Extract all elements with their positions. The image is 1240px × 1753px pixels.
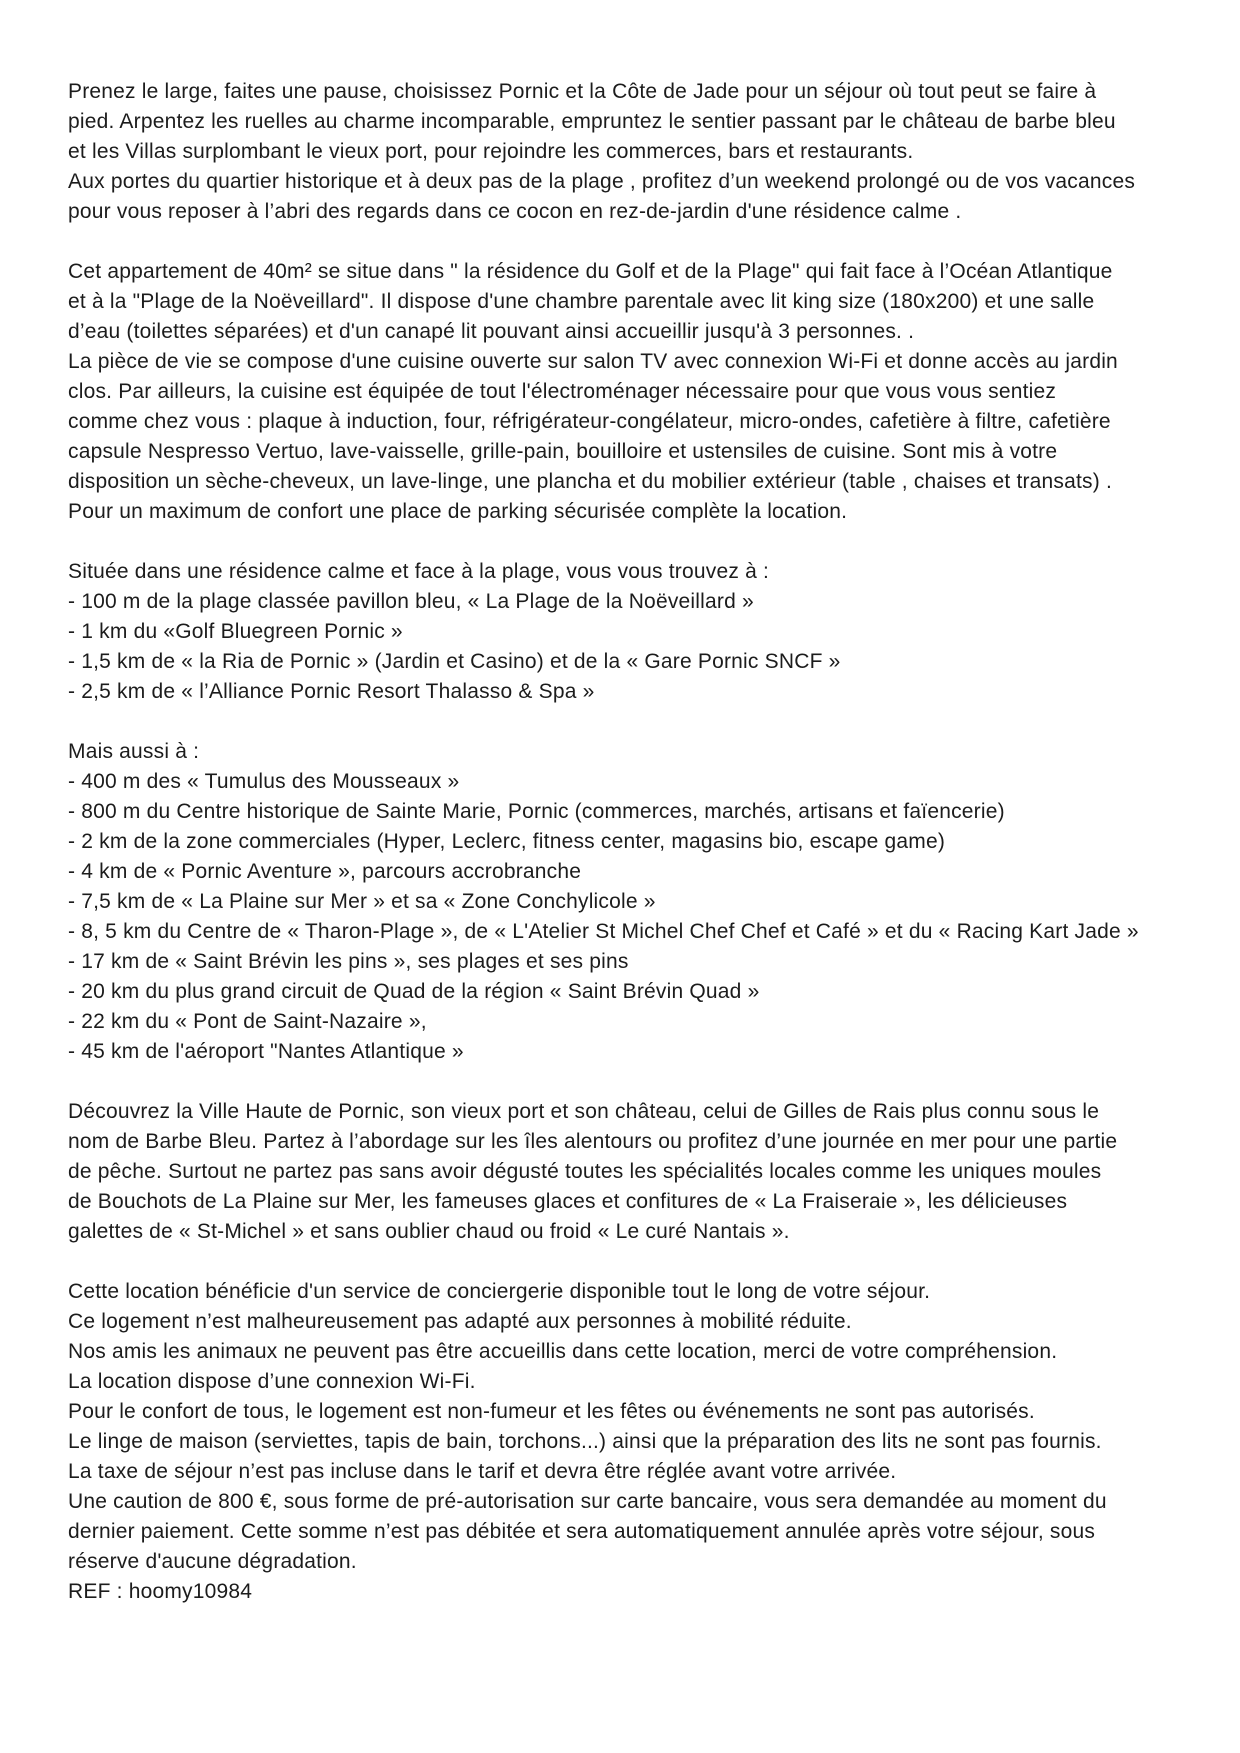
text-line: galettes de « St-Michel » et sans oublier chaud ou froid « Le curé Nantais ». xyxy=(68,1220,790,1243)
text-line: - 1,5 km de « la Ria de Pornic » (Jardin et Casino) et de la « Gare Pornic SNCF » xyxy=(68,650,841,673)
text-line: et les Villas surplombant le vieux port, pour rejoindre les commerces, bars et restaurants. xyxy=(68,140,914,163)
text-line: - 20 km du plus grand circuit de Quad de la région « Saint Brévin Quad » xyxy=(68,980,760,1003)
text-line: Découvrez la Ville Haute de Pornic, son vieux port et son château, celui de Gilles de Rais plus connu sous le xyxy=(68,1100,1100,1123)
discover-pornic-paragraph xyxy=(68,1097,1200,1247)
text-line: REF : hoomy10984 xyxy=(68,1580,253,1603)
text-line: - 400 m des « Tumulus des Mousseaux » xyxy=(68,770,460,793)
text-line: de pêche. Surtout ne partez pas sans avoir dégusté toutes les spécialités locales comme les uniques moules xyxy=(68,1160,1102,1183)
text-line: Prenez le large, faites une pause, choisissez Pornic et la Côte de Jade pour un séjour où tout peut se faire à xyxy=(68,80,1097,103)
text-line: Le linge de maison (serviettes, tapis de bain, torchons...) ainsi que la préparation des lits ne sont pas fournis. xyxy=(68,1430,1102,1453)
nearby-distances-paragraph xyxy=(68,557,1200,707)
text-line: clos. Par ailleurs, la cuisine est équipée de tout l'électroménager nécessaire pour que vous vous sentiez xyxy=(68,380,1057,403)
text-line: La location dispose d’une connexion Wi-Fi. xyxy=(68,1370,476,1393)
text-line: d’eau (toilettes séparées) et d'un canapé lit pouvant ainsi accueillir jusqu'à 3 personnes. . xyxy=(68,320,915,343)
practical-info-paragraph xyxy=(68,1277,1200,1607)
text-line: - 7,5 km de « La Plaine sur Mer » et sa « Zone Conchylicole » xyxy=(68,890,656,913)
text-line: comme chez vous : plaque à induction, four, réfrigérateur-congélateur, micro-ondes, cafetière à filtre, cafetière xyxy=(68,410,1111,433)
text-line: - 8, 5 km du Centre de « Tharon-Plage », de « L'Atelier St Michel Chef Chef et Café » et du « Racing Kart Jade » xyxy=(68,920,1139,943)
text-line: nom de Barbe Bleu. Partez à l’abordage sur les îles alentours ou profitez d’une journée en mer pour une partie xyxy=(68,1130,1118,1153)
text-line: La pièce de vie se compose d'une cuisine ouverte sur salon TV avec connexion Wi-Fi et donne accès au jardin xyxy=(68,350,1118,373)
text-line: Située dans une résidence calme et face à la plage, vous vous trouvez à : xyxy=(68,560,770,583)
text-line: Cet appartement de 40m² se situe dans " la résidence du Golf et de la Plage" qui fait face à l’Océan Atlantique xyxy=(68,260,1113,283)
text-line: - 1 km du «Golf Bluegreen Pornic » xyxy=(68,620,403,643)
text-line: et à la "Plage de la Noëveillard". Il dispose d'une chambre parentale avec lit king size (180x200) et une salle xyxy=(68,290,1095,313)
text-line: Cette location bénéficie d'un service de conciergerie disponible tout le long de votre séjour. xyxy=(68,1280,931,1303)
text-line: Aux portes du quartier historique et à deux pas de la plage , profitez d’un weekend prolongé ou de vos vacances xyxy=(68,170,1136,193)
apartment-description-paragraph xyxy=(68,257,1200,527)
also-nearby-paragraph xyxy=(68,737,1200,1067)
text-line: pour vous reposer à l’abri des regards dans ce cocon en rez-de-jardin d'une résidence calme . xyxy=(68,200,962,223)
text-line: La taxe de séjour n’est pas incluse dans le tarif et devra être réglée avant votre arrivée. xyxy=(68,1460,897,1483)
text-line: - 45 km de l'aéroport "Nantes Atlantique » xyxy=(68,1040,464,1063)
text-line: Mais aussi à : xyxy=(68,740,200,763)
text-line: de Bouchots de La Plaine sur Mer, les fameuses glaces et confitures de « La Fraiseraie », les délicieuses xyxy=(68,1190,1068,1213)
text-line: pied. Arpentez les ruelles au charme incomparable, empruntez le sentier passant par le château de barbe bleu xyxy=(68,110,1116,133)
text-line: - 22 km du « Pont de Saint-Nazaire », xyxy=(68,1010,427,1033)
text-line: - 100 m de la plage classée pavillon bleu, « La Plage de la Noëveillard » xyxy=(68,590,754,613)
text-line: - 4 km de « Pornic Aventure », parcours accrobranche xyxy=(68,860,582,883)
text-line: Pour un maximum de confort une place de parking sécurisée complète la location. xyxy=(68,500,848,523)
text-line: Ce logement n’est malheureusement pas adapté aux personnes à mobilité réduite. xyxy=(68,1310,852,1333)
text-line: Pour le confort de tous, le logement est non-fumeur et les fêtes ou événements ne sont pas autorisés. xyxy=(68,1400,1035,1423)
text-line: capsule Nespresso Vertuo, lave-vaisselle, grille-pain, bouilloire et ustensiles de cuisine. Sont mis à votre xyxy=(68,440,1058,463)
text-line: réserve d'aucune dégradation. xyxy=(68,1550,357,1573)
text-line: - 17 km de « Saint Brévin les pins », ses plages et ses pins xyxy=(68,950,629,973)
text-line: dernier paiement. Cette somme n’est pas débitée et sera automatiquement annulée après votre séjour, sous xyxy=(68,1520,1096,1543)
text-line: Une caution de 800 €, sous forme de pré-autorisation sur carte bancaire, vous sera demandée au moment du xyxy=(68,1490,1107,1513)
intro-paragraph xyxy=(68,77,1200,227)
text-line: - 2 km de la zone commerciales (Hyper, Leclerc, fitness center, magasins bio, escape game) xyxy=(68,830,946,853)
text-line: disposition un sèche-cheveux, un lave-linge, une plancha et du mobilier extérieur (table , chaises et transats) . xyxy=(68,470,1113,493)
text-line: Nos amis les animaux ne peuvent pas être accueillis dans cette location, merci de votre compréhension. xyxy=(68,1340,1058,1363)
text-line: - 2,5 km de « l’Alliance Pornic Resort Thalasso & Spa » xyxy=(68,680,595,703)
text-line: - 800 m du Centre historique de Sainte Marie, Pornic (commerces, marchés, artisans et faïencerie) xyxy=(68,800,1005,823)
